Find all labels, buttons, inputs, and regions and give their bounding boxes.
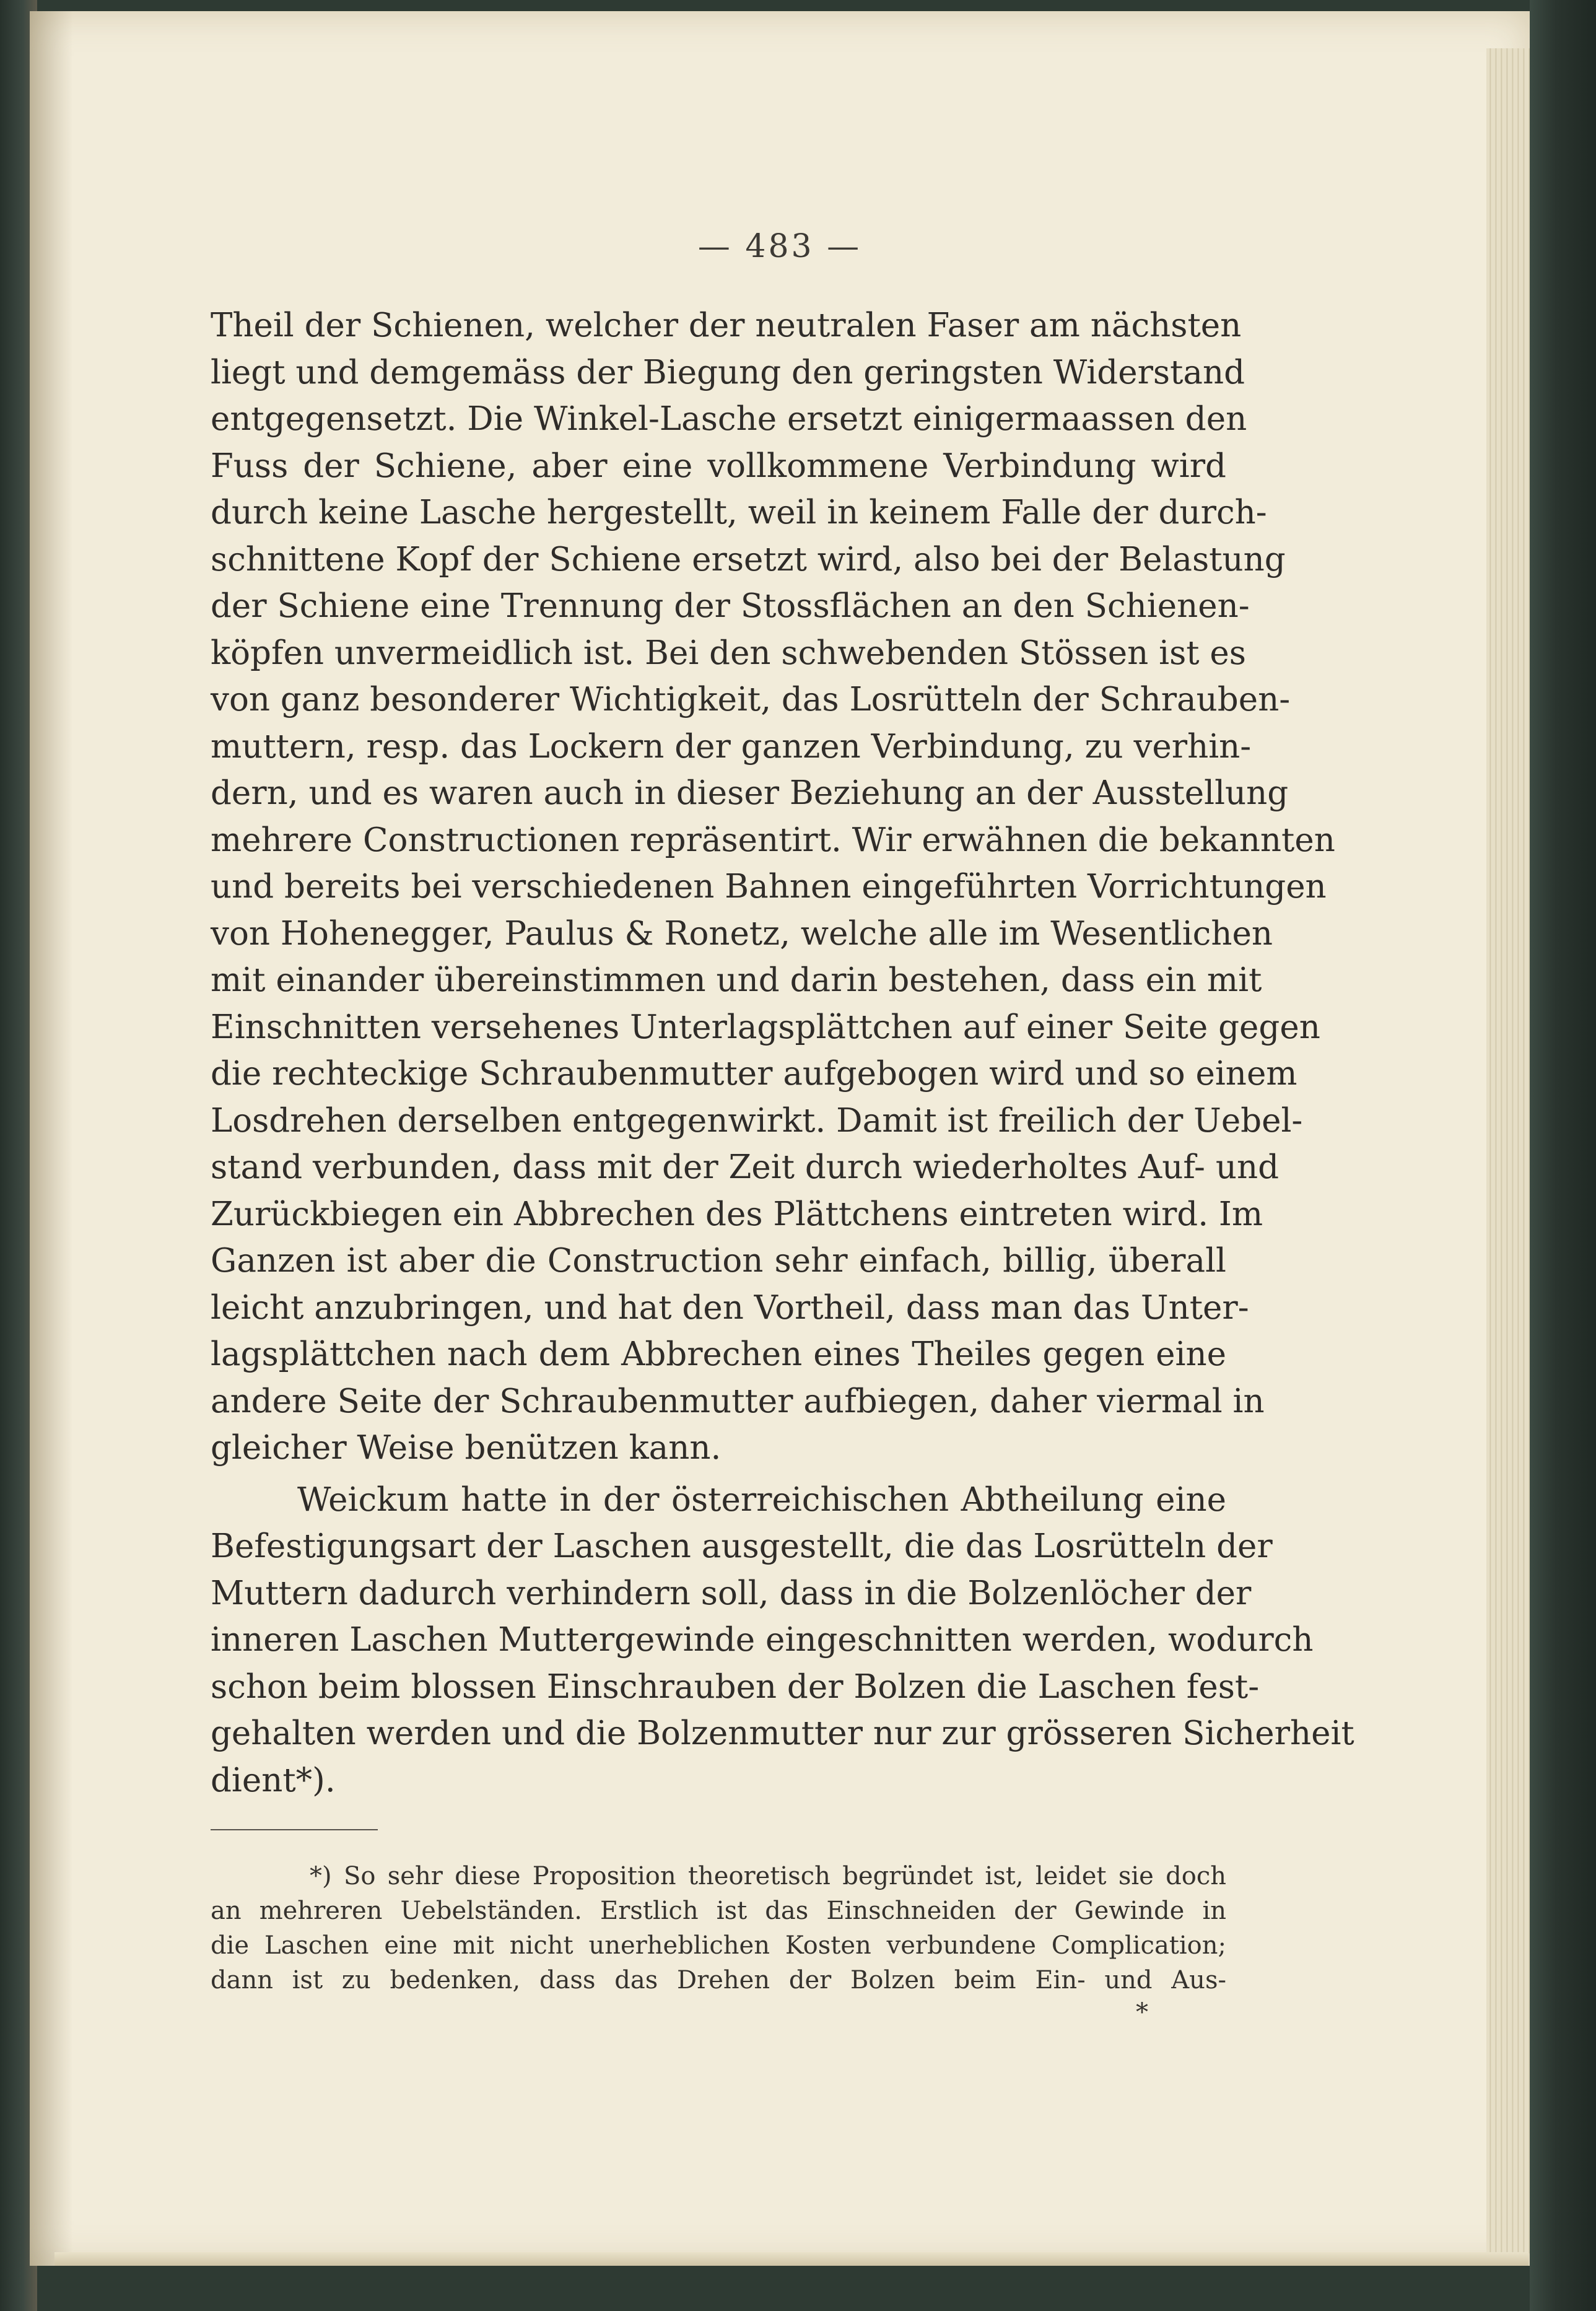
- page-fore-edge: [1486, 48, 1530, 2253]
- text-line: entgegensetzt. Die Winkel-Lasche ersetzt einigermaassen den: [211, 400, 1247, 438]
- text-line: Ganzen ist aber die Construction sehr einfach, billig, überall: [211, 1242, 1226, 1280]
- footnote: [211, 1859, 1226, 1998]
- text-line: Theil der Schienen, welcher der neutralen Faser am nächsten: [211, 307, 1242, 344]
- signature-mark: *: [1136, 1998, 1148, 2027]
- text-line: der Schiene eine Trennung der Stossflächen an den Schienen-: [211, 587, 1250, 625]
- text-line: liegt und demgemäss der Biegung den geringsten Widerstand: [211, 353, 1245, 391]
- text-line: die rechteckige Schraubenmutter aufgebogen wird und so einem: [211, 1055, 1297, 1093]
- footnote-line: dann ist zu bedenken, dass das Drehen der Bolzen beim Ein- und Aus-: [211, 1966, 1226, 1994]
- footnote-line: an mehreren Uebelständen. Erstlich ist das Einschneiden der Gewinde in: [211, 1897, 1226, 1925]
- text-line: stand verbunden, dass mit der Zeit durch wiederholtes Auf- und: [211, 1148, 1280, 1186]
- paragraph: [211, 302, 1335, 1472]
- book-cover-edge: [1530, 0, 1596, 2311]
- page-gutter: [30, 11, 73, 2266]
- text-line: mit einander übereinstimmen und darin bestehen, dass ein mit: [211, 961, 1262, 999]
- text-line: Zurückbiegen ein Abbrechen des Plättchens eintreten wird. Im: [211, 1195, 1263, 1233]
- paragraph: [211, 1477, 1354, 1804]
- book-page: [30, 11, 1530, 2266]
- page-number: — 483 —: [697, 228, 862, 265]
- footnote-line: die Laschen eine mit nicht unerheblichen Kosten verbundene Complication;: [211, 1931, 1226, 1960]
- paragraph-gap: [211, 1472, 1226, 1477]
- body-text: [211, 302, 1354, 1804]
- text-line: gleicher Weise benützen kann.: [211, 1429, 722, 1467]
- text-line: Fuss der Schiene, aber eine vollkommene Verbindung wird: [211, 447, 1226, 485]
- text-line: andere Seite der Schraubenmutter aufbiegen, daher viermal in: [211, 1382, 1265, 1420]
- text-line: köpfen unvermeidlich ist. Bei den schwebenden Stössen ist es: [211, 634, 1246, 672]
- text-line: mehrere Constructionen repräsentirt. Wir erwähnen die bekannten: [211, 821, 1335, 859]
- text-line: schnittene Kopf der Schiene ersetzt wird, also bei der Belastung: [211, 540, 1286, 579]
- text-line: Muttern dadurch verhindern soll, dass in die Bolzenlöcher der: [211, 1574, 1252, 1612]
- text-line: muttern, resp. das Lockern der ganzen Verbindung, zu verhin-: [211, 727, 1252, 766]
- text-line: und bereits bei verschiedenen Bahnen eingeführten Vorrichtungen: [211, 868, 1327, 906]
- text-line: Losdrehen derselben entgegenwirkt. Damit ist freilich der Uebel-: [211, 1101, 1303, 1140]
- text-line: inneren Laschen Muttergewinde eingeschnitten werden, wodurch: [211, 1621, 1314, 1659]
- text-line: Weickum hatte in der österreichischen Abtheilung eine: [297, 1480, 1226, 1519]
- text-line: leicht anzubringen, und hat den Vortheil, dass man das Unter-: [211, 1288, 1249, 1327]
- footnote-line: *) So sehr diese Proposition theoretisch begründet ist, leidet sie doch: [310, 1862, 1226, 1890]
- text-line: von ganz besonderer Wichtigkeit, das Losrütteln der Schrauben-: [211, 681, 1291, 719]
- text-line: Einschnitten versehenes Unterlagsplättchen auf einer Seite gegen: [211, 1008, 1320, 1046]
- text-line: Befestigungsart der Laschen ausgestellt, die das Losrütteln der: [211, 1527, 1273, 1565]
- text-line: von Hohenegger, Paulus & Ronetz, welche alle im Wesentlichen: [211, 914, 1273, 953]
- footnote-separator: [211, 1829, 378, 1830]
- text-line: dern, und es waren auch in dieser Beziehung an der Ausstellung: [211, 774, 1289, 812]
- text-line: schon beim blossen Einschrauben der Bolzen die Laschen fest-: [211, 1667, 1260, 1706]
- text-line: dient*).: [211, 1761, 336, 1799]
- page-bottom-edge: [55, 2252, 1528, 2266]
- text-line: lagsplättchen nach dem Abbrechen eines Theiles gegen eine: [211, 1335, 1226, 1373]
- text-line: gehalten werden und die Bolzenmutter nur zur grösseren Sicherheit: [211, 1715, 1354, 1752]
- text-line: durch keine Lasche hergestellt, weil in keinem Falle der durch-: [211, 494, 1267, 531]
